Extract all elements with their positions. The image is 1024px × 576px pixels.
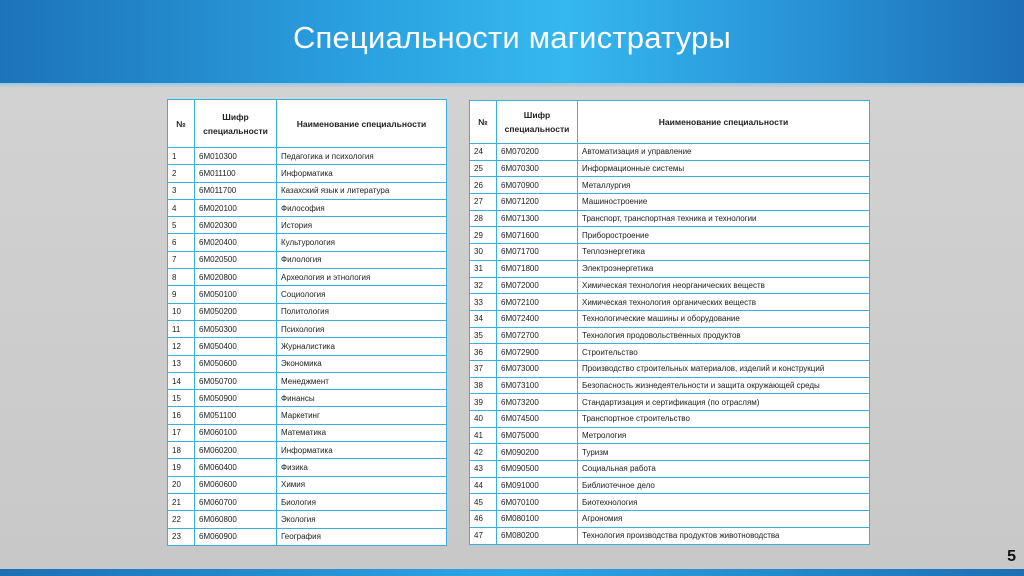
row-number: 37 bbox=[470, 360, 497, 377]
specialty-code: 6М050700 bbox=[195, 372, 277, 389]
table-row bbox=[470, 294, 870, 311]
table-row bbox=[470, 494, 870, 511]
specialty-code: 6М020500 bbox=[195, 251, 277, 268]
table-row bbox=[168, 199, 447, 216]
table-row bbox=[470, 411, 870, 428]
table-row bbox=[168, 372, 447, 389]
specialty-code: 6М020400 bbox=[195, 234, 277, 251]
specialty-code: 6М071700 bbox=[497, 244, 578, 261]
row-number: 28 bbox=[470, 210, 497, 227]
table-row bbox=[470, 177, 870, 194]
slide-title: Специальности магистратуры bbox=[292, 20, 732, 55]
specialty-code: 6М072000 bbox=[497, 277, 578, 294]
specialty-name: Металлургия bbox=[578, 177, 870, 194]
row-number: 43 bbox=[470, 461, 497, 478]
specialty-code: 6М075000 bbox=[497, 427, 578, 444]
specialty-code: 6М072900 bbox=[497, 344, 578, 361]
specialty-name: Политология bbox=[277, 303, 447, 320]
table-row bbox=[168, 424, 447, 441]
specialty-name: Автоматизация и управление bbox=[578, 144, 870, 161]
table-row bbox=[470, 444, 870, 461]
row-number: 22 bbox=[168, 511, 195, 528]
column-header-code: Шифр специальности bbox=[497, 101, 578, 144]
specialty-name: Экология bbox=[277, 511, 447, 528]
specialty-code: 6М050400 bbox=[195, 338, 277, 355]
specialty-name: География bbox=[277, 528, 447, 545]
row-number: 5 bbox=[168, 217, 195, 234]
column-header-code: Шифр специальности bbox=[195, 100, 277, 148]
table-header-row bbox=[470, 101, 870, 144]
specialty-code: 6М060700 bbox=[195, 493, 277, 510]
page-number: 5 bbox=[1007, 548, 1016, 565]
table-row bbox=[168, 511, 447, 528]
row-number: 21 bbox=[168, 493, 195, 510]
specialty-code: 6М060200 bbox=[195, 442, 277, 459]
specialty-name: Безопасность жизнедеятельности и защита окружающей среды bbox=[578, 377, 870, 394]
specialty-name: Археология и этнология bbox=[277, 269, 447, 286]
specialty-name: Педагогика и психология bbox=[277, 148, 447, 165]
row-number: 2 bbox=[168, 165, 195, 182]
table-row bbox=[470, 277, 870, 294]
table-row bbox=[470, 427, 870, 444]
bottom-accent-bar bbox=[0, 569, 1024, 576]
specialty-name: Технологические машины и оборудование bbox=[578, 310, 870, 327]
row-number: 41 bbox=[470, 427, 497, 444]
table-row bbox=[470, 377, 870, 394]
row-number: 12 bbox=[168, 338, 195, 355]
specialty-code: 6М060800 bbox=[195, 511, 277, 528]
specialty-name: Физика bbox=[277, 459, 447, 476]
column-header-number: № bbox=[168, 100, 195, 148]
specialty-code: 6М072400 bbox=[497, 310, 578, 327]
table-row bbox=[470, 527, 870, 544]
specialty-code: 6М091000 bbox=[497, 477, 578, 494]
row-number: 19 bbox=[168, 459, 195, 476]
specialty-code: 6М060900 bbox=[195, 528, 277, 545]
table-row bbox=[168, 303, 447, 320]
specialty-name: Психология bbox=[277, 320, 447, 337]
specialties-table-right bbox=[469, 100, 870, 545]
specialty-code: 6М073000 bbox=[497, 360, 578, 377]
table-row bbox=[168, 148, 447, 165]
row-number: 40 bbox=[470, 411, 497, 428]
table-row bbox=[168, 390, 447, 407]
specialty-code: 6М020300 bbox=[195, 217, 277, 234]
specialty-code: 6М073200 bbox=[497, 394, 578, 411]
specialty-name: Маркетинг bbox=[277, 407, 447, 424]
row-number: 10 bbox=[168, 303, 195, 320]
specialty-name: Филология bbox=[277, 251, 447, 268]
column-header-name: Наименование специальности bbox=[277, 100, 447, 148]
specialty-code: 6М071600 bbox=[497, 227, 578, 244]
specialty-name: Приборостроение bbox=[578, 227, 870, 244]
column-header-number: № bbox=[470, 101, 497, 144]
column-header-name: Наименование специальности bbox=[578, 101, 870, 144]
row-number: 6 bbox=[168, 234, 195, 251]
table-body-right bbox=[470, 144, 870, 545]
table-row bbox=[470, 477, 870, 494]
table-row bbox=[470, 244, 870, 261]
specialty-name: Химическая технология неорганических веществ bbox=[578, 277, 870, 294]
specialty-code: 6М011100 bbox=[195, 165, 277, 182]
table-row bbox=[168, 528, 447, 545]
table-body-left bbox=[168, 148, 447, 546]
specialty-code: 6М020100 bbox=[195, 199, 277, 216]
table-row bbox=[168, 407, 447, 424]
specialty-name: Культурология bbox=[277, 234, 447, 251]
row-number: 39 bbox=[470, 394, 497, 411]
specialty-code: 6М060100 bbox=[195, 424, 277, 441]
specialty-code: 6М070300 bbox=[497, 160, 578, 177]
specialty-code: 6М080100 bbox=[497, 511, 578, 528]
specialty-name: Электроэнергетика bbox=[578, 260, 870, 277]
table-row bbox=[470, 160, 870, 177]
specialty-name: Транспортное строительство bbox=[578, 411, 870, 428]
table-row bbox=[168, 493, 447, 510]
specialty-name: Экономика bbox=[277, 355, 447, 372]
specialty-code: 6М010300 bbox=[195, 148, 277, 165]
table-row bbox=[470, 394, 870, 411]
row-number: 47 bbox=[470, 527, 497, 544]
specialty-code: 6М020800 bbox=[195, 269, 277, 286]
specialty-name: Информатика bbox=[277, 165, 447, 182]
table-row bbox=[168, 476, 447, 493]
specialty-code: 6М070900 bbox=[497, 177, 578, 194]
specialty-name: Стандартизация и сертификация (по отраслям) bbox=[578, 394, 870, 411]
table-row bbox=[470, 310, 870, 327]
specialty-code: 6М050100 bbox=[195, 286, 277, 303]
row-number: 45 bbox=[470, 494, 497, 511]
specialty-code: 6М072100 bbox=[497, 294, 578, 311]
table-row bbox=[168, 251, 447, 268]
specialty-name: Информатика bbox=[277, 442, 447, 459]
row-number: 4 bbox=[168, 199, 195, 216]
specialty-code: 6М074500 bbox=[497, 411, 578, 428]
table-row bbox=[470, 344, 870, 361]
table-row bbox=[168, 182, 447, 199]
table-row bbox=[168, 459, 447, 476]
table-row bbox=[168, 286, 447, 303]
specialty-code: 6М071200 bbox=[497, 194, 578, 211]
row-number: 46 bbox=[470, 511, 497, 528]
specialty-code: 6М071800 bbox=[497, 260, 578, 277]
specialty-name: История bbox=[277, 217, 447, 234]
specialty-name: Транспорт, транспортная техника и технологии bbox=[578, 210, 870, 227]
specialty-code: 6М050600 bbox=[195, 355, 277, 372]
table-row bbox=[470, 327, 870, 344]
table-row bbox=[470, 194, 870, 211]
specialty-code: 6М050300 bbox=[195, 320, 277, 337]
specialty-name: Химическая технология органических веществ bbox=[578, 294, 870, 311]
table-row bbox=[470, 461, 870, 478]
row-number: 25 bbox=[470, 160, 497, 177]
specialty-code: 6М090500 bbox=[497, 461, 578, 478]
row-number: 17 bbox=[168, 424, 195, 441]
specialty-name: Математика bbox=[277, 424, 447, 441]
specialty-code: 6М070200 bbox=[497, 144, 578, 161]
row-number: 33 bbox=[470, 294, 497, 311]
table-row bbox=[470, 144, 870, 161]
table-row bbox=[168, 165, 447, 182]
specialties-table-left bbox=[167, 99, 447, 546]
row-number: 29 bbox=[470, 227, 497, 244]
specialty-code: 6М072700 bbox=[497, 327, 578, 344]
row-number: 44 bbox=[470, 477, 497, 494]
specialty-code: 6М011700 bbox=[195, 182, 277, 199]
specialty-name: Технология производства продуктов животноводства bbox=[578, 527, 870, 544]
row-number: 11 bbox=[168, 320, 195, 337]
specialty-name: Социальная работа bbox=[578, 461, 870, 478]
row-number: 3 bbox=[168, 182, 195, 199]
table-header-row bbox=[168, 100, 447, 148]
row-number: 7 bbox=[168, 251, 195, 268]
table-row bbox=[168, 217, 447, 234]
specialty-name: Философия bbox=[277, 199, 447, 216]
row-number: 27 bbox=[470, 194, 497, 211]
row-number: 14 bbox=[168, 372, 195, 389]
specialty-name: Информационные системы bbox=[578, 160, 870, 177]
table-row bbox=[470, 360, 870, 377]
row-number: 30 bbox=[470, 244, 497, 261]
row-number: 20 bbox=[168, 476, 195, 493]
table-row bbox=[168, 338, 447, 355]
specialty-code: 6М060400 bbox=[195, 459, 277, 476]
specialty-code: 6М050200 bbox=[195, 303, 277, 320]
row-number: 24 bbox=[470, 144, 497, 161]
specialty-name: Финансы bbox=[277, 390, 447, 407]
table-row bbox=[168, 355, 447, 372]
specialty-name: Агрономия bbox=[578, 511, 870, 528]
specialty-name: Менеджмент bbox=[277, 372, 447, 389]
row-number: 31 bbox=[470, 260, 497, 277]
row-number: 1 bbox=[168, 148, 195, 165]
specialty-name: Строительство bbox=[578, 344, 870, 361]
table-row bbox=[168, 442, 447, 459]
specialty-code: 6М080200 bbox=[497, 527, 578, 544]
row-number: 26 bbox=[470, 177, 497, 194]
specialty-code: 6М060600 bbox=[195, 476, 277, 493]
specialty-name: Теплоэнергетика bbox=[578, 244, 870, 261]
specialty-code: 6М071300 bbox=[497, 210, 578, 227]
specialty-name: Технология продовольственных продуктов bbox=[578, 327, 870, 344]
specialty-name: Химия bbox=[277, 476, 447, 493]
row-number: 18 bbox=[168, 442, 195, 459]
specialty-code: 6М070100 bbox=[497, 494, 578, 511]
specialty-code: 6М050900 bbox=[195, 390, 277, 407]
specialty-name: Биология bbox=[277, 493, 447, 510]
row-number: 35 bbox=[470, 327, 497, 344]
specialty-name: Казахский язык и литература bbox=[277, 182, 447, 199]
specialty-name: Машиностроение bbox=[578, 194, 870, 211]
table-row bbox=[168, 234, 447, 251]
specialty-name: Производство строительных материалов, изделий и конструкций bbox=[578, 360, 870, 377]
table-row bbox=[168, 320, 447, 337]
table-row bbox=[168, 269, 447, 286]
row-number: 9 bbox=[168, 286, 195, 303]
row-number: 8 bbox=[168, 269, 195, 286]
specialty-name: Метрология bbox=[578, 427, 870, 444]
specialty-code: 6М090200 bbox=[497, 444, 578, 461]
row-number: 38 bbox=[470, 377, 497, 394]
row-number: 23 bbox=[168, 528, 195, 545]
table-row bbox=[470, 511, 870, 528]
row-number: 36 bbox=[470, 344, 497, 361]
table-row bbox=[470, 260, 870, 277]
row-number: 34 bbox=[470, 310, 497, 327]
specialty-code: 6М073100 bbox=[497, 377, 578, 394]
specialty-name: Социология bbox=[277, 286, 447, 303]
specialty-name: Журналистика bbox=[277, 338, 447, 355]
row-number: 16 bbox=[168, 407, 195, 424]
row-number: 15 bbox=[168, 390, 195, 407]
row-number: 13 bbox=[168, 355, 195, 372]
table-row bbox=[470, 227, 870, 244]
row-number: 32 bbox=[470, 277, 497, 294]
specialty-code: 6М051100 bbox=[195, 407, 277, 424]
specialty-name: Библиотечное дело bbox=[578, 477, 870, 494]
slide-header bbox=[0, 0, 1024, 85]
specialty-name: Биотехнология bbox=[578, 494, 870, 511]
specialty-name: Туризм bbox=[578, 444, 870, 461]
row-number: 42 bbox=[470, 444, 497, 461]
table-row bbox=[470, 210, 870, 227]
